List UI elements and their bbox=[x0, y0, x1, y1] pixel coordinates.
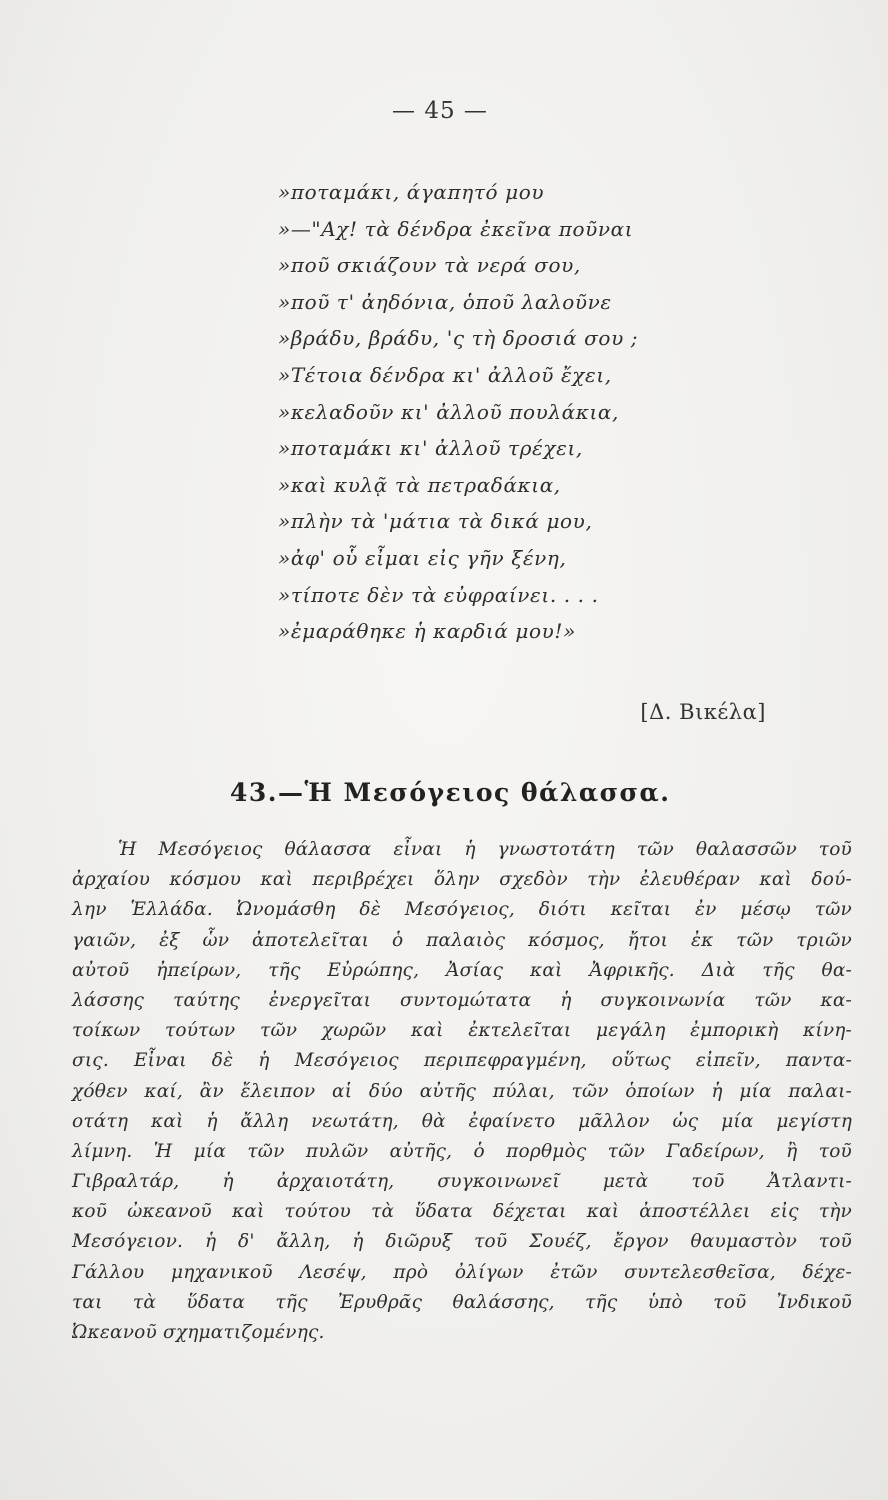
prose-line: Ἡ Μεσόγειος θάλασσα εἶναι ἡ γνωστοτάτη τῶν θαλασσῶν τοῦ bbox=[118, 839, 852, 860]
poem-line: »ποταμάκι, άγαπητό μου bbox=[278, 180, 545, 204]
prose-line: λίμνη. Ἡ μία τῶν πυλῶν αὐτῆς, ὁ πορθμὸς τῶν Γαδείρων, ἢ τοῦ bbox=[72, 1140, 852, 1162]
prose-line: τοίκων τούτων τῶν χωρῶν καὶ ἐκτελεῖται μεγάλη ἐμπορικὴ κίνη- bbox=[72, 1020, 852, 1042]
prose-line: γαιῶν, ἐξ ὧν ἀποτελεῖται ὁ παλαιὸς κόσμος, ἤτοι ἐκ τῶν τριῶν bbox=[72, 929, 852, 951]
poem-line: »ἀφ' οὗ εἶμαι εἰς γῆν ξένη, bbox=[278, 545, 567, 570]
poem bbox=[278, 174, 798, 650]
prose-line: ται τὰ ὕδατα τῆς Ἐρυθρᾶς θαλάσσης, τῆς ὑπὸ τοῦ Ἰνδικοῦ bbox=[72, 1291, 852, 1313]
poem-line: »πλὴν τὰ 'μάτια τὰ δικά μου, bbox=[278, 509, 593, 534]
poem-attribution: [Δ. Βικέλα] bbox=[640, 700, 766, 724]
poem-line: »ποῦ τ' ἀηδόνια, ὁποῦ λαλοῦνε bbox=[278, 289, 612, 314]
prose-line: Γιβραλτάρ, ἡ ἀρχαιοτάτη, συγκοινωνεῖ μετὰ τοῦ Ἀτλαντι- bbox=[72, 1171, 852, 1193]
section-heading: 43.—Ἡ Μεσόγειος θάλασσα. bbox=[230, 778, 671, 807]
poem-line: »καὶ κυλᾷ τὰ πετραδάκια, bbox=[278, 472, 561, 497]
poem-line: »τίποτε δὲν τὰ εὐφραίνει. . . . bbox=[278, 582, 599, 607]
prose-line: Ὠκεανοῦ σχηματιζομένης. bbox=[72, 1322, 325, 1343]
prose-line: κοῦ ὠκεανοῦ καὶ τούτου τὰ ὕδατα δέχεται καὶ ἀποστέλλει εἰς τὴν bbox=[72, 1201, 852, 1223]
poem-line: »Τέτοια δένδρα κι' ἀλλοῦ ἔχει, bbox=[278, 362, 612, 387]
prose-line: Μεσόγειον. ἡ δ' ἄλλη, ἡ διῶρυξ τοῦ Σουέζ, ἔργον θαυμαστὸν τοῦ bbox=[72, 1231, 852, 1253]
prose-line: αὐτοῦ ἠπείρων, τῆς Εὐρώπης, Ἀσίας καὶ Ἀφρικῆς. Διὰ τῆς θα- bbox=[72, 959, 852, 981]
poem-line: »ἐμαράθηκε ἡ καρδιά μου!» bbox=[278, 619, 576, 644]
prose-paragraph bbox=[72, 835, 852, 1348]
poem-line: »ποταμάκι κι' ἀλλοῦ τρέχει, bbox=[278, 436, 583, 461]
prose-line: σις. Εἶναι δὲ ἡ Μεσόγειος περιπεφραγμένη, οὕτως εἰπεῖν, παντα- bbox=[72, 1050, 852, 1072]
prose-line: οτάτη καὶ ἡ ἄλλη νεωτάτη, θὰ ἐφαίνετο μᾶλλον ὡς μία μεγίστη bbox=[72, 1110, 852, 1132]
poem-line: »ποῦ σκιάζουν τὰ νερά σου, bbox=[278, 253, 581, 278]
prose-line: λην Ἑλλάδα. Ὠνομάσθη δὲ Μεσόγειος, διότι κεῖται ἐν μέσῳ τῶν bbox=[72, 899, 852, 921]
prose-line: λάσσης ταύτης ἐνεργεῖται συντομώτατα ἡ συγκοινωνία τῶν κα- bbox=[72, 989, 852, 1011]
poem-line: »—"Αχ! τὰ δένδρα ἐκεῖνα ποῦναι bbox=[278, 216, 634, 241]
prose-line: ἀρχαίου κόσμου καὶ περιβρέχει ὅλην σχεδὸν τὴν ἐλευθέραν καὶ δού- bbox=[72, 869, 852, 891]
page-number: — 45 — bbox=[392, 98, 488, 124]
poem-line: »κελαδοῦν κι' ἀλλοῦ πουλάκια, bbox=[278, 399, 619, 424]
poem-line: »βράδυ, βράδυ, 'ς τὴ δροσιά σου ; bbox=[278, 326, 639, 351]
prose-line: χόθεν καί, ἂν ἔλειπον αἱ δύο αὐτῆς πύλαι, τῶν ὁποίων ἡ μία παλαι- bbox=[72, 1080, 852, 1102]
prose-line: Γάλλου μηχανικοῦ Λεσέψ, πρὸ ὀλίγων ἐτῶν συντελεσθεῖσα, δέχε- bbox=[72, 1261, 852, 1283]
